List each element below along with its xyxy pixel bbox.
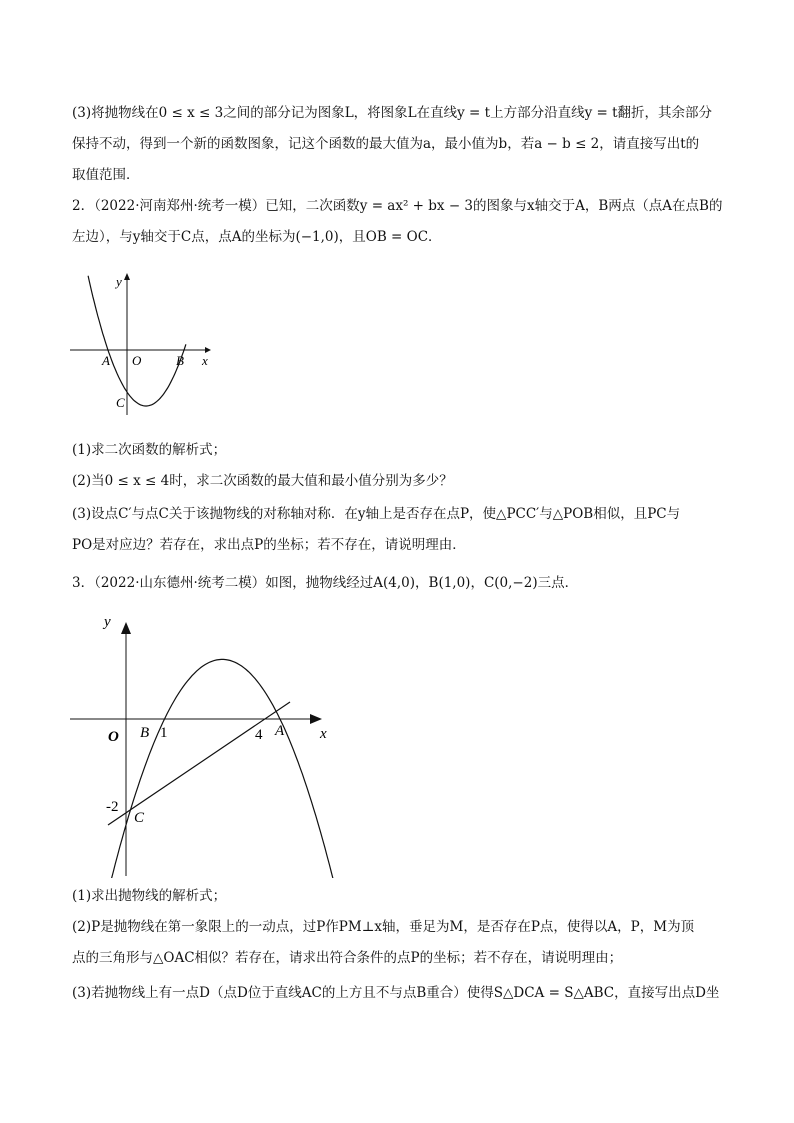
q3-point-a: A xyxy=(275,723,285,739)
q2-origin-label: O xyxy=(132,353,142,368)
q3-parabola-figure xyxy=(70,608,340,878)
q3-x-label: x xyxy=(320,726,327,742)
q2-stem-line1: 2．（2022·河南郑州·统考一模）已知，二次函数y = ax² + bx − 3的图象与x轴交于A，B两点（点A在点B的 xyxy=(72,198,723,214)
q3-point-b: B xyxy=(140,725,150,741)
q2-part3-line2: PO是对应边？若存在，求出点P的坐标；若不存在，请说明理由． xyxy=(72,537,466,553)
q3-line-ac xyxy=(108,702,290,825)
q2-point-a: A xyxy=(102,353,110,368)
q2-part3-line1: (3)设点C′与点C关于该抛物线的对称轴对称．在y轴上是否存在点P，使△PCC′与△POB相似，且PC与 xyxy=(72,506,681,522)
q2-parabola xyxy=(88,276,186,406)
q3-x-axis-arrow xyxy=(310,714,322,724)
q3-y-axis-arrow xyxy=(121,622,131,634)
q2-y-axis-arrow xyxy=(124,273,130,280)
q2-point-c: C xyxy=(116,395,125,410)
q2-y-label: y xyxy=(116,274,122,289)
q3-part3: (3)若抛物线上有一点D（点D位于直线AC的上方且不与点B重合）使得S△DCA = S△ABC，直接写出点D坐 xyxy=(72,985,720,1001)
q2-part1: (1)求二次函数的解析式； xyxy=(72,442,227,458)
q1-part3-line3: 取值范围． xyxy=(72,167,140,183)
q1-part3-line1: (3)将抛物线在0 ≤ x ≤ 3之间的部分记为图象L，将图象L在直线y = t上方部分沿直线y = t翻折，其余部分 xyxy=(72,105,713,121)
q3-part2-line1: (2)P是抛物线在第一象限上的一动点，过P作PM⊥x轴，垂足为M，是否存在P点，使得以A，P，M为顶 xyxy=(72,919,695,935)
q2-x-label: x xyxy=(202,353,208,368)
q2-point-b: B xyxy=(176,353,184,368)
q3-part1: (1)求出抛物线的解析式； xyxy=(72,888,227,904)
q3-parabola xyxy=(109,659,334,878)
q1-part3-line2: 保持不动，得到一个新的函数图象，记这个函数的最大值为a，最小值为b，若a − b ≤ 2，请直接写出t的 xyxy=(72,136,700,152)
q3-tick-neg2: -2 xyxy=(106,799,119,815)
q3-y-label: y xyxy=(104,614,111,630)
q2-parabola-figure xyxy=(70,270,220,420)
q3-point-c: C xyxy=(134,810,145,826)
q2-part2: (2)当0 ≤ x ≤ 4时，求二次函数的最大值和最小值分别为多少？ xyxy=(72,473,453,489)
q3-part2-line2: 点的三角形与△OAC相似？若存在，请求出符合条件的点P的坐标；若不存在，请说明理由； xyxy=(72,950,623,966)
q2-stem-line2: 左边），与y轴交于C点，点A的坐标为(−1,0)，且OB = OC． xyxy=(72,229,442,245)
q3-origin-label: O xyxy=(108,729,119,745)
q3-stem: 3．（2022·山东德州·统考二模）如图，抛物线经过A(4,0)，B(1,0)，C(0,−2)三点． xyxy=(72,575,579,591)
q3-tick-4: 4 xyxy=(255,727,263,743)
q3-tick-1: 1 xyxy=(160,725,168,741)
